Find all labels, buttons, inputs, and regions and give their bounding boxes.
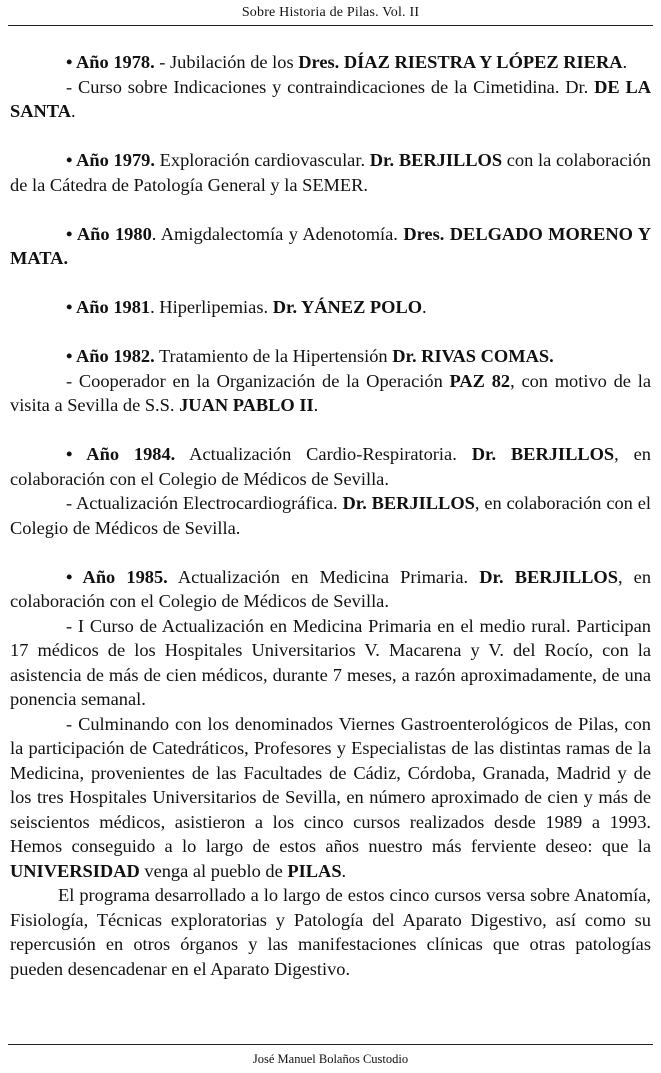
entry-tail: con la colaboración de la Cátedra de Patología General y la SEMER. — [10, 150, 651, 195]
sub-tail-2: . — [341, 860, 347, 881]
entry-names: Dr. YÁNEZ POLO — [272, 297, 423, 317]
entry-1985 — [10, 565, 651, 982]
entry-names: Dres. DÍAZ RIESTRA Y LÓPEZ RIERA — [298, 52, 623, 72]
entry-names: Dres. DELGADO MORENO Y MATA. — [10, 223, 651, 268]
entry-tail: , en colaboración con el Colegio de Médicos de Sevilla. — [10, 444, 651, 489]
entry-names: Dr. RIVAS COMAS. — [392, 346, 554, 366]
entry-tail: . — [622, 52, 628, 72]
entry-text: Actualización en Medicina Primaria. — [167, 566, 480, 587]
entry-paragraph — [10, 344, 651, 369]
sub-name: DE LA SANTA — [10, 76, 651, 121]
entry-names: Dr. BERJILLOS — [471, 444, 615, 464]
entry-sub-paragraph — [10, 369, 651, 418]
sub-tail: , con motivo de la visita a Sevilla de S.S. — [10, 370, 651, 415]
entry-1984 — [10, 442, 651, 540]
entry-paragraph — [10, 148, 651, 197]
sub-name: PAZ 82 — [449, 370, 511, 391]
entry-1979 — [10, 148, 651, 197]
page-body — [10, 50, 651, 1006]
entry-year: • Año 1984. — [66, 444, 176, 464]
entry-1980 — [10, 222, 651, 271]
entry-1982 — [10, 344, 651, 418]
entry-tail: , en colaboración con el Colegio de Médicos de Sevilla. — [10, 566, 652, 611]
sub-name-2: PILAS — [287, 860, 342, 881]
entry-paragraph — [10, 565, 651, 614]
sub-text: El programa desarrollado a lo largo de estos cinco cursos versa sobre Anatomía, Fisiología, Técnicas exploratorias y Patología del Aparato Digestivo, así como su repercusión en otros órganos y las manifestaciones clínicas que otras patologías pueden desencadenar en el Aparato Digestivo. — [10, 885, 651, 979]
entry-year: • Año 1978. — [66, 52, 155, 72]
entry-tail: . — [422, 297, 427, 317]
header-rule — [8, 25, 653, 26]
sub-text: - Curso sobre Indicaciones y contraindicaciones de la Cimetidina. Dr. — [66, 76, 595, 97]
entry-year: • Año 1981 — [66, 297, 151, 317]
entry-names: Dr. BERJILLOS — [369, 150, 503, 170]
entry-paragraph — [10, 222, 651, 271]
entry-year: • Año 1982. — [66, 346, 155, 366]
page-footer-author: José Manuel Bolaños Custodio — [252, 1052, 409, 1066]
entry-paragraph — [10, 442, 651, 491]
entry-paragraph — [10, 50, 651, 75]
entry-sub-paragraph — [10, 712, 651, 884]
sub-name: Dr. BERJILLOS — [342, 493, 475, 513]
entry-year: • Año 1985. — [66, 566, 168, 587]
entry-sub-paragraph — [10, 75, 651, 124]
running-header: Sobre Historia de Pilas. Vol. II — [241, 5, 420, 20]
sub-text: - Actualización Electrocardiográfica. — [66, 493, 343, 513]
sub-tail-2: . — [313, 395, 319, 415]
entry-sub-paragraph — [10, 491, 651, 540]
sub-text: - Cooperador en la Organización de la Operación — [66, 370, 450, 391]
entry-text: Actualización Cardio-Respiratoria. — [175, 444, 472, 464]
sub-name-2: JUAN PABLO II — [179, 395, 314, 415]
footer-rule — [8, 1044, 653, 1045]
entry-paragraph — [10, 295, 651, 320]
sub-tail: , en colaboración con el Colegio de Médicos de Sevilla. — [10, 493, 651, 538]
entry-text: . Amigdalectomía y Adenotomía. — [151, 223, 404, 244]
entry-year: • Año 1980 — [66, 223, 152, 244]
entry-sub-paragraph — [10, 614, 651, 712]
entry-names: Dr. BERJILLOS — [479, 566, 618, 587]
entry-text: - Jubilación de los — [154, 52, 299, 72]
entry-sub-paragraph — [10, 883, 651, 981]
sub-name: UNIVERSIDAD — [10, 860, 140, 881]
sub-tail: venga al pueblo de — [139, 860, 288, 881]
entry-1978 — [10, 50, 651, 124]
entry-year: • Año 1979. — [66, 150, 155, 170]
entry-text: . Hiperlipemias. — [150, 297, 273, 317]
sub-text: - I Curso de Actualización en Medicina Primaria en el medio rural. Participan 17 médicos de los Hospitales Universitarios V. Macarena y V. del Rocío, con la asistencia de más de cien médicos, durante 7 meses, a razón aproximadamente, de una ponencia semanal. — [10, 615, 651, 709]
entry-1981 — [10, 295, 651, 320]
sub-tail: . — [70, 101, 76, 121]
entry-text: Exploración cardiovascular. — [154, 150, 370, 170]
entry-text: Tratamiento de la Hipertensión — [154, 346, 393, 366]
sub-text: - Culminando con los denominados Viernes Gastroenterológicos de Pilas, con la participación de Catedráticos, Profesores y Especialistas de las distintas ramas de la Medicina, provenientes de las Facultades de Cádiz, Córdoba, Granada, Madrid y de los tres Hospitales Universitarios de Sevilla, en número aproximado de cien y más de seiscientos médicos, asistieron a los cinco cursos realizados desde 1989 a 1993. Hemos conseguido a lo largo de estos años nuestro más ferviente deseo: que la — [10, 713, 651, 856]
